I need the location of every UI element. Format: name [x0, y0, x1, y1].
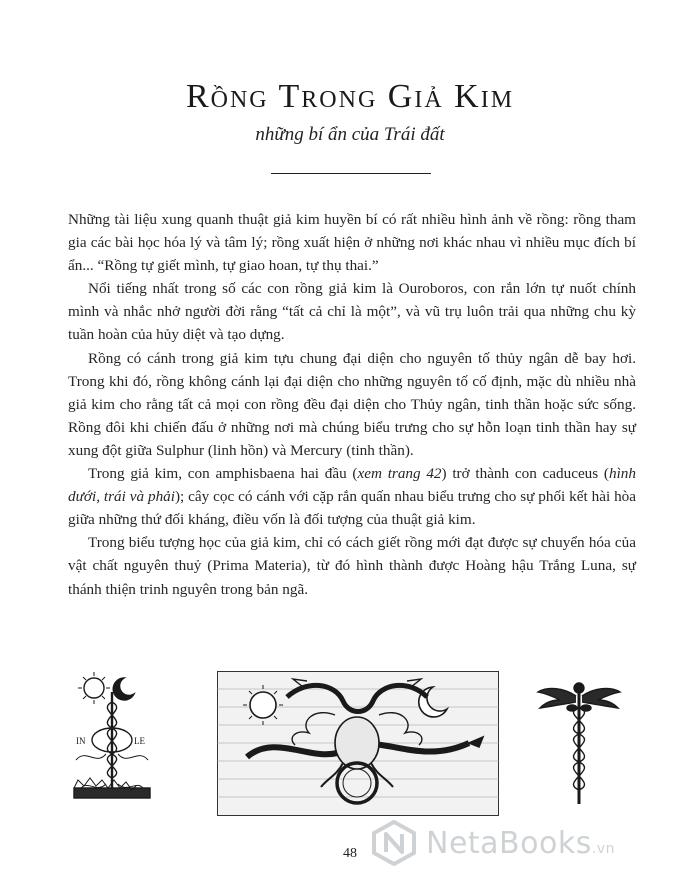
- paragraph-3: Rồng có cánh trong giả kim tựu chung đại diện cho nguyên tố thủy ngân dễ bay hơi. Trong khi đó, rồng không cánh lại đại diện cho những nguyên tố cố định, mặc dù nhiều nhà giả kim cho rằng tất cả mọi con rồng đều đại diện cho Thủy ngân, tinh thần hoặc sức sống. Rồng đôi khi chiến đấu ở những nơi mà chúng biểu trưng cho sự hỗn loạn tinh thần hay sự xung đột giữa Sulphur (linh hồn) và Mercury (tinh thần).: [68, 349, 636, 459]
- netabooks-watermark: [372, 818, 692, 868]
- dragon-engraving-illustration: [217, 671, 499, 816]
- paragraph-4-start: Trong giả kim, con amphisbaena hai đầu (: [88, 465, 358, 483]
- page-reference: xem trang 42: [357, 465, 442, 483]
- figure-label-in: IN: [76, 736, 86, 746]
- figure-reference: hình dưới, trái và phải: [68, 465, 636, 506]
- body-text: [68, 208, 636, 601]
- caduceus-illustration: [536, 678, 622, 808]
- title-divider: [271, 173, 431, 174]
- paragraph-4-end: ); cây cọc có cánh với cặp rắn quấn nhau biểu trưng cho sự phối kết hài hòa giữa những thứ đối kháng, điều vốn là đối tượng của thuật giả kim.: [68, 488, 636, 529]
- watermark-text: [426, 826, 615, 861]
- paragraph-1: Những tài liệu xung quanh thuật giả kim huyền bí có rất nhiều hình ảnh về rồng: rồng tham gia các bài học hóa lý và tâm lý; rồng xuất hiện ở những nơi khác nhau vì nhiều mục đích bí ẩn... “Rồng tự giết mình, tự giao hoan, tự thụ thai.”: [68, 211, 636, 275]
- watermark-suffix: .vn: [591, 840, 615, 857]
- page-number: 48: [343, 846, 357, 861]
- figure-label-le: LE: [134, 736, 145, 746]
- page-subtitle: những bí ẩn của Trái đất: [255, 124, 445, 145]
- page-title: Rồng Trong Giả Kim: [185, 78, 515, 115]
- paragraph-5: Trong biểu tượng học của giả kim, chỉ có cách giết rồng mới đạt được sự chuyển hóa của vật chất nguyên thuỷ (Prima Materia), từ đó hình thành được Hoàng hậu Trắng Luna, sự thánh thiện trinh nguyên trong bản ngã.: [68, 534, 636, 598]
- netabooks-logo-icon: [372, 820, 416, 866]
- paragraph-4-middle: ) trở thành con caduceus (: [441, 465, 609, 483]
- caduceus-sun-moon-illustration: [66, 668, 158, 802]
- paragraph-2: Nổi tiếng nhất trong số các con rồng giả kim là Ouroboros, con rắn lớn tự nuốt chính mình và nhắc nhở người đời rằng “tất cả chỉ là một”, và vũ trụ luôn trải qua những chu kỳ tuần hoàn của hủy diệt và tạo dựng.: [68, 280, 636, 344]
- watermark-main: NetaBooks: [426, 825, 592, 861]
- paragraph-4: [68, 462, 636, 531]
